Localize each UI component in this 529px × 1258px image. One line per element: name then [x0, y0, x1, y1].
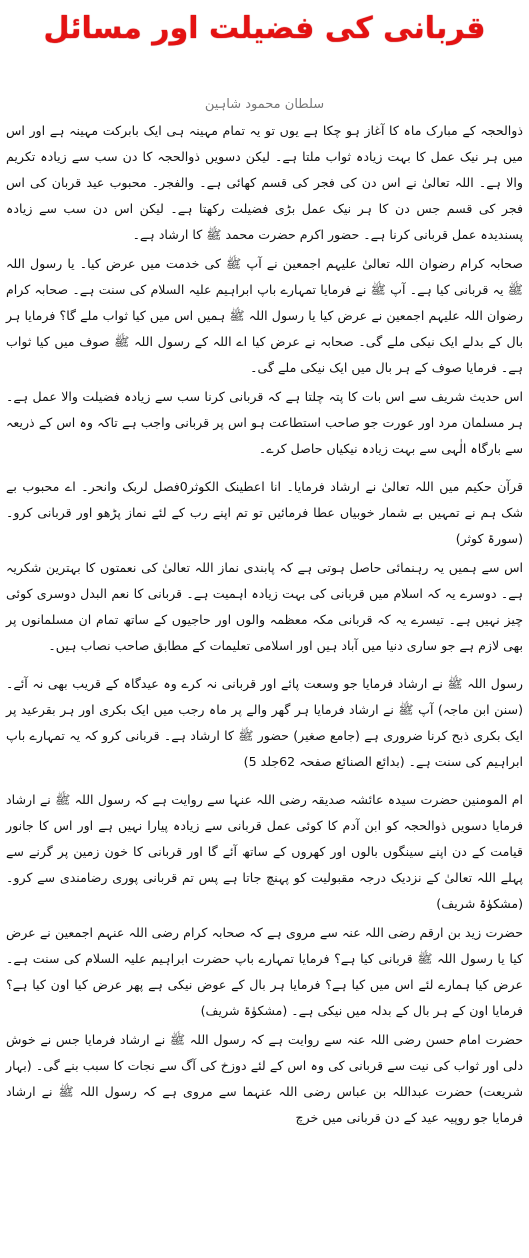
- paragraph-4: قرآن حکیم میں اللہ تعالیٰ نے ارشاد فرمایا۔ انا اعطینک الکوثر0فصل لربک وانحر۔ اے محبوب بے شک ہم نے تمہیں بے شمار خوبیاں عطا فرمائیں تو تم اپنے رب کے لئے نماز پڑھو اور قربانی کرو۔ (سورۃ کوثر): [6, 479, 523, 546]
- paragraph-8: حضرت زید بن ارقم رضی اللہ عنہ سے مروی ہے کہ صحابہ کرام رضی اللہ عنہم اجمعین نے عرض کیا یا رسول اللہ ﷺ قربانی کیا ہے؟ فرمایا تمہارے باپ حضرت ابراہیم علیہ السلام کی سنت ہے۔ عرض کیا ہمارے لئے اس میں کیا ہے؟ فرمایا ہر بال کے عوض نیکی ہے پھر عرض کیا اون کیا ہے؟ فرمایا اون کے ہر بال کے بدلہ میں نیکی ہے۔ (مشکوٰۃ شریف): [6, 925, 523, 1018]
- article-body: [6, 118, 523, 1134]
- paragraph-9: حضرت امام حسن رضی اللہ عنہ سے روایت ہے کہ رسول اللہ ﷺ نے ارشاد فرمایا جس نے خوش دلی اور ثواب کی نیت سے قربانی کی وہ اس کے لئے دوزخ کی آگ سے نجات کا سبب بنے گی۔ (بہار شریعت) حضرت عبداللہ بن عباس رضی اللہ عنہما سے مروی ہے کہ رسول اللہ ﷺ نے ارشاد فرمایا جو روپیہ عید کے دن قربانی میں خرچ: [6, 1032, 523, 1125]
- author-byline: سلطان محمود شاہین: [204, 97, 325, 112]
- paragraph-2: صحابہ کرام رضوان اللہ تعالیٰ علیہم اجمعین نے آپ ﷺ کی خدمت میں عرض کیا۔ یا رسول اللہ ﷺ یہ قربانی کیا ہے۔ آپ ﷺ نے فرمایا تمہارے باپ ابراہیم علیہ السلام کی سنت ہے۔ صحابہ کرام رضوان اللہ علیہم اجمعین نے عرض کیا یا رسول اللہ ﷺ ہمیں اس میں کیا ثواب ملے گا؟ فرمایا ہر بال کے بدلے ایک نیکی ملے گی۔ صحابہ نے عرض کیا اے اللہ کے رسول اللہ ﷺ صوف میں کیا ثواب ہے۔ فرمایا صوف کے ہر بال میں ایک نیکی ملے گی۔: [6, 256, 523, 375]
- paragraph-5: اس سے ہمیں یہ رہنمائی حاصل ہوتی ہے کہ پابندی نماز اللہ تعالیٰ کی نعمتوں کا بہترین شکریہ ہے۔ دوسرے یہ کہ اسلام میں قربانی کی بہت زیادہ اہمیت ہے۔ قربانی کا نعم البدل دوسری کوئی چیز نہیں ہے۔ تیسرے یہ کہ قربانی مکہ معظمہ والوں اور حاجیوں کے ساتھ تمام ان مسلمانوں پر بھی لازم ہے جو ساری دنیا میں آباد ہیں اور اسلامی تعلیمات کے مطابق صاحب نصاب ہیں۔: [6, 560, 523, 653]
- paragraph-7: ام المومنین حضرت سیدہ عائشہ صدیقہ رضی اللہ عنہا سے روایت ہے کہ رسول اللہ ﷺ نے ارشاد فرمایا دسویں ذوالحجہ کو ابن آدم کا کوئی عمل قربانی سے زیادہ پیارا نہیں ہے اور اس کا جانور قیامت کے دن اپنے سینگوں بالوں اور کھروں کے ساتھ آئے گا اور قربانی کا خون زمین پر گرنے سے پہلے اللہ تعالیٰ کے نزدیک درجہ مقبولیت کو پہنچ جاتا ہے پس تم قربانی پوری رضامندی سے کرو۔ (مشکوٰۃ شریف): [6, 792, 523, 911]
- paragraph-1: ذوالحجہ کے مبارک ماہ کا آغاز ہو چکا ہے یوں تو یہ تمام مہینہ ہی ایک بابرکت مہینہ ہے اور اس میں ہر نیک عمل کا بہت زیادہ ثواب ملتا ہے۔ لیکن دسویں ذوالحجہ کا دن سب سے زیادہ تکریم والا ہے۔ اللہ تعالیٰ نے اس دن کی فجر کی قسم کھائی ہے۔ والفجر۔ محبوب عید قربان کی اس فجر کی قسم جس دن کا ہر نیک عمل بڑی فضیلت رکھتا ہے۔ لیکن اس دن سب سے زیادہ پسندیدہ عمل قربانی کرنا ہے۔ حضور اکرم حضرت محمد ﷺ کا ارشاد ہے۔: [6, 123, 523, 242]
- paragraph-6: رسول اللہ ﷺ نے ارشاد فرمایا جو وسعت پائے اور قربانی نہ کرے وہ عیدگاہ کے قریب بھی نہ آئے۔ (سنن ابن ماجہ) آپ ﷺ نے ارشاد فرمایا ہر گھر والے پر ماہ رجب میں ایک بکری اور ہر بقرعید پر ایک بکری ذبح کرنا ضروری ہے (جامع صغیر) حضور ﷺ کا ارشاد ہے۔ قربانی کرو کہ یہ تمہارے باپ ابراہیم کی سنت ہے۔ (بدائع الصنائع صفحہ 62جلد 5): [6, 676, 523, 769]
- article-title: قربانی کی فضیلت اور مسائل: [43, 11, 486, 46]
- paragraph-3: اس حدیث شریف سے اس بات کا پتہ چلتا ہے کہ قربانی کرنا سب سے زیادہ فضیلت والا عمل ہے۔ ہر مسلمان مرد اور عورت جو صاحب استطاعت ہو اس پر قربانی واجب ہے تاکہ وہ اس کے ذریعہ سے بارگاہ الٰہی سے بہت زیادہ نیکیاں حاصل کرے۔: [6, 389, 523, 456]
